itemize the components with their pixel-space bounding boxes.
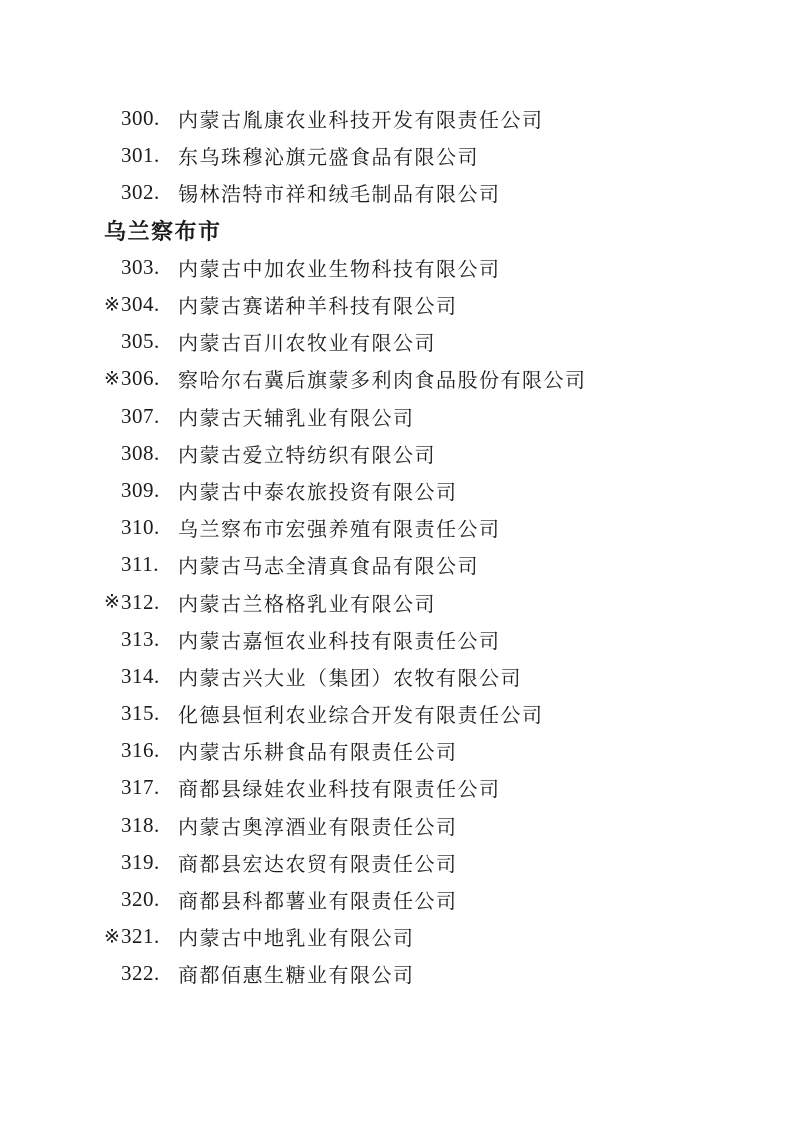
item-number: 301. (121, 143, 160, 168)
company-name: 内蒙古百川农牧业有限公司 (178, 333, 436, 356)
item-number: 308. (121, 440, 160, 465)
list-item (104, 955, 753, 992)
company-name: 内蒙古爱立特纺织有限公司 (178, 444, 436, 467)
list-item (104, 472, 753, 509)
item-number: 304. (121, 292, 160, 317)
star-marker: ※ (104, 590, 120, 613)
list-item (104, 100, 753, 137)
company-name: 内蒙古天辅乳业有限公司 (178, 407, 415, 430)
list-item (104, 435, 753, 472)
star-marker: ※ (104, 925, 120, 948)
item-number: 314. (121, 663, 160, 688)
item-number: 320. (121, 887, 160, 912)
company-name: 内蒙古马志全清真食品有限公司 (178, 556, 479, 579)
list-item (104, 695, 753, 732)
list-item (104, 621, 753, 658)
item-number: 317. (121, 775, 160, 800)
item-number: 302. (121, 180, 160, 205)
company-name: 商都县宏达农贸有限责任公司 (178, 853, 458, 876)
company-name: 察哈尔右冀后旗蒙多利肉食品股份有限公司 (178, 370, 587, 393)
item-number: 305. (121, 329, 160, 354)
star-marker: ※ (104, 367, 120, 390)
list-item (104, 398, 753, 435)
list-item (104, 732, 753, 769)
list-item (104, 658, 753, 695)
list-item (104, 918, 753, 955)
list-item (104, 286, 753, 323)
company-name: 商都县科都薯业有限责任公司 (178, 891, 458, 914)
company-name: 乌兰察布市宏强养殖有限责任公司 (178, 519, 501, 542)
item-number: 316. (121, 738, 160, 763)
item-number: 311. (121, 552, 159, 577)
company-name: 内蒙古中地乳业有限公司 (178, 928, 415, 951)
list-item (104, 583, 753, 620)
company-name: 内蒙古中加农业生物科技有限公司 (178, 258, 501, 281)
item-number: 303. (121, 254, 160, 279)
company-name: 内蒙古赛诺种羊科技有限公司 (178, 296, 458, 319)
item-number: 319. (121, 849, 160, 874)
item-number: 306. (121, 366, 160, 391)
company-name: 锡林浩特市祥和绒毛制品有限公司 (178, 184, 501, 207)
list-item (104, 881, 753, 918)
item-number: 322. (121, 961, 160, 986)
list-item (104, 137, 753, 174)
company-name: 内蒙古乐耕食品有限责任公司 (178, 742, 458, 765)
company-name: 内蒙古兴大业（集团）农牧有限公司 (178, 667, 522, 690)
list-item (104, 546, 753, 583)
item-number: 321. (121, 924, 160, 949)
list-item (104, 249, 753, 286)
company-name: 东乌珠穆沁旗元盛食品有限公司 (178, 147, 479, 170)
section-header (104, 212, 753, 249)
company-name: 内蒙古奥淳酒业有限责任公司 (178, 816, 458, 839)
list-item (104, 509, 753, 546)
star-marker: ※ (104, 293, 120, 316)
company-name: 内蒙古中泰农旅投资有限公司 (178, 481, 458, 504)
company-list (104, 100, 753, 993)
item-number: 310. (121, 515, 160, 540)
item-number: 318. (121, 812, 160, 837)
company-name: 化德县恒利农业综合开发有限责任公司 (178, 705, 544, 728)
item-number: 315. (121, 701, 160, 726)
item-number: 313. (121, 626, 160, 651)
company-name: 内蒙古嘉恒农业科技有限责任公司 (178, 630, 501, 653)
list-item (104, 174, 753, 211)
company-name: 内蒙古兰格格乳业有限公司 (178, 593, 436, 616)
item-number: 300. (121, 106, 160, 131)
item-number: 307. (121, 403, 160, 428)
item-number: 309. (121, 477, 160, 502)
list-item (104, 360, 753, 397)
company-name: 商都佰惠生糖业有限公司 (178, 965, 415, 988)
list-item (104, 807, 753, 844)
list-item (104, 844, 753, 881)
company-name: 内蒙古胤康农业科技开发有限责任公司 (178, 110, 544, 133)
list-item (104, 769, 753, 806)
list-item (104, 323, 753, 360)
section-header-text: 乌兰察布市 (104, 218, 222, 244)
item-number: 312. (121, 589, 160, 614)
company-name: 商都县绿娃农业科技有限责任公司 (178, 779, 501, 802)
